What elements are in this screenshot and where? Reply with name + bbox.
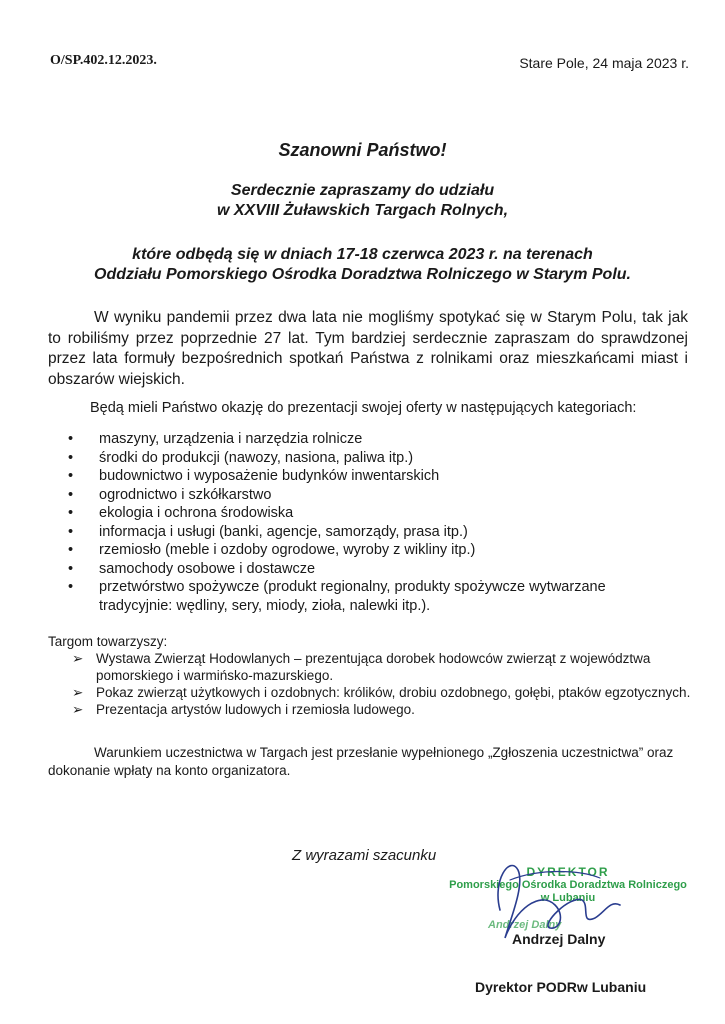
bullet-icon: • xyxy=(68,486,74,503)
list-item: • maszyny, urządzenia i narzędzia rolnicze xyxy=(68,431,363,447)
arrow-bullet-icon: ➢ xyxy=(72,685,84,700)
stamp-title: DYREKTOR xyxy=(526,865,610,879)
arrow-bullet-icon: ➢ xyxy=(72,651,84,666)
list-item: • budownictwo i wyposażenie budynków inwentarskich xyxy=(68,468,440,484)
list-item: ➢ Wystawa Zwierząt Hodowlanych – prezentująca dorobek hodowców zwierząt z województwa pomorskiego i warmińsko-mazurskiego. xyxy=(72,651,651,683)
bullet-icon: • xyxy=(68,560,74,577)
invitation xyxy=(0,181,725,221)
categories-intro: Będą mieli Państwo okazję do prezentacji swojej oferty w następujących kategoriach: xyxy=(90,400,637,416)
bullet-icon: • xyxy=(68,449,74,466)
stamp-name: Andrzej Dalny xyxy=(488,919,562,931)
signatory-title: Dyrektor PODRw Lubaniu xyxy=(475,979,647,995)
bullet-icon: • xyxy=(68,579,74,595)
document-reference: O/SP.402.12.2023. xyxy=(50,53,157,68)
accompanying-label: Targom towarzyszy: xyxy=(48,634,168,649)
list-item: • środki do produkcji (nawozy, nasiona, paliwa itp.) xyxy=(68,449,414,466)
list-item: ➢ Pokaz zwierząt użytkowych i ozdobnych: królików, drobiu ozdobnego, gołębi, ptaków egzotycznych. xyxy=(72,685,691,700)
arrow-bullet-icon: ➢ xyxy=(72,702,84,717)
dates-line-2: Oddziału Pomorskiego Ośrodka Doradztwa Rolniczego w Starym Polu. xyxy=(94,266,631,283)
bullet-icon: • xyxy=(68,505,74,521)
list-item: • ekologia i ochrona środowiska xyxy=(68,505,294,521)
body-paragraph xyxy=(48,308,688,390)
bullet-icon: • xyxy=(68,542,74,558)
body-paragraph-text: W wyniku pandemii przez dwa lata nie mogliśmy spotykać się w Starym Polu, tak jak to robiliśmy przez poprzednie 27 lat. Tym bardziej serdecznie zapraszam do sprawdzonej przez lata formuły bezpośrednich spotkań Państwa z rolnikami oraz mieszkańcami miast i obszarów wiejskich. xyxy=(48,309,688,388)
list-item: • ogrodnictwo i szkółkarstwo xyxy=(68,486,272,503)
greeting: Szanowni Państwo! xyxy=(278,140,447,160)
categories-list xyxy=(68,430,668,615)
bullet-icon: • xyxy=(68,468,74,484)
participation-condition: Warunkiem uczestnictwa w Targach jest przesłanie wypełnionego „Zgłoszenia uczestnictwa” oraz dokonanie wpłaty na konto organizatora. xyxy=(48,745,674,778)
list-item: • przetwórstwo spożywcze (produkt regionalny, produkty spożywcze wytwarzane tradycyjnie: wędliny, sery, miody, zioła, nalewki itp.). xyxy=(68,579,606,614)
bullet-icon: • xyxy=(68,523,74,540)
invitation-line-2: w XXVIII Żuławskich Targach Rolnych, xyxy=(216,202,509,219)
list-item: • rzemiosło (meble i ozdoby ogrodowe, wyroby z wikliny itp.) xyxy=(68,542,476,558)
list-item: • informacja i usługi (banki, agencje, samorządy, prasa itp.) xyxy=(68,523,468,540)
closing-phrase: Z wyrazami szacunku xyxy=(292,847,437,864)
list-item: ➢ Prezentacja artystów ludowych i rzemiosła ludowego. xyxy=(72,702,415,717)
place-date: Stare Pole, 24 maja 2023 r. xyxy=(519,55,689,71)
stamp-line-2: w Lubaniu xyxy=(540,892,596,904)
invitation-line-1: Serdecznie zapraszamy do udziału xyxy=(230,182,495,199)
list-item: • samochody osobowe i dostawcze xyxy=(68,560,316,577)
bullet-icon: • xyxy=(68,431,74,447)
dates-line-1: które odbędą się w dniach 17-18 czerwca 2023 r. na terenach xyxy=(132,246,593,263)
stamp-line-1: Pomorskiego Ośrodka Doradztwa Rolniczego xyxy=(449,879,687,891)
signatory-name: Andrzej Dalny xyxy=(512,931,606,947)
event-dates xyxy=(0,245,725,285)
accompanying-events-list xyxy=(72,650,692,718)
